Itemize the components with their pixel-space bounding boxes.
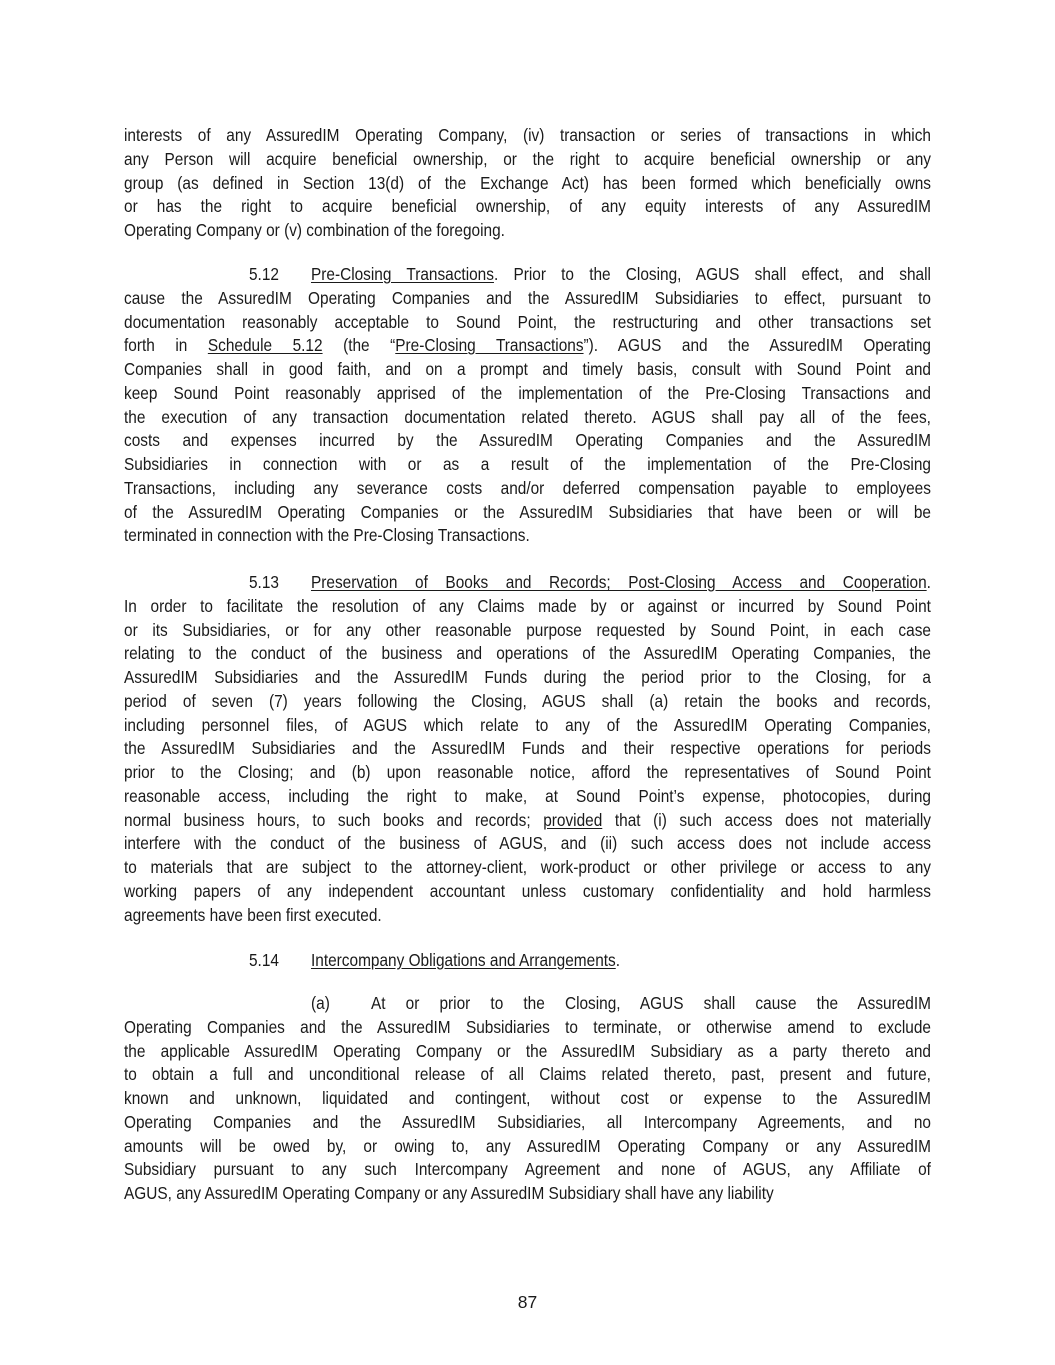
text-segment: interests of any AssuredIM Operating Company, (iv) transaction or series of transactions in which (124, 125, 931, 145)
underlined-term: Preservation of Books and Records; Post-Closing Access and Cooperation (310, 572, 927, 592)
text-line (124, 501, 931, 525)
text-segment: reasonable access, including the right to make, at Sound Point’s expense, photocopies, during (124, 785, 931, 806)
text-line-content (124, 666, 931, 690)
text-segment: or has the right to acquire beneficial ownership, of any equity interests of any AssuredIM (124, 196, 931, 217)
text-segment: to materials that are subject to the attorney-client, work-product or other privilege or access to any (124, 857, 931, 877)
text-line-content (124, 761, 931, 785)
text-line (124, 1040, 931, 1064)
text-line-content (124, 690, 931, 714)
text-line (124, 880, 931, 904)
underlined-term: Pre-Closing Transactions (395, 335, 584, 356)
text-segment: relating to the conduct of the business and operations of the AssuredIM Operating Companies, the (124, 643, 931, 664)
text-line-content (124, 992, 931, 1016)
text-segment: the applicable AssuredIM Operating Company or the AssuredIM Subsidiary as a party thereto and (124, 1040, 931, 1061)
section-5-14-a (124, 992, 931, 1206)
text-segment: working papers of any independent accountant unless customary confidentiality and hold harmless (124, 880, 931, 901)
text-line (124, 571, 931, 595)
text-line-content (124, 619, 931, 643)
text-segment: cause the AssuredIM Operating Companies and the AssuredIM Subsidiaries to effect, pursuant to (124, 287, 931, 308)
text-line-content (124, 714, 931, 738)
text-segment: Subsidiaries in connection with or as a result of the implementation of the Pre-Closing (124, 454, 931, 474)
text-line-content (124, 595, 931, 619)
text-line (124, 949, 931, 973)
text-segment: Operating Companies and the AssuredIM Subsidiaries, all Intercompany Agreements, and no (124, 1111, 931, 1132)
section-number: 5.12 (248, 264, 279, 284)
text-line (124, 832, 931, 856)
text-line-content (124, 382, 931, 406)
section-5-13-preservation-of-books (124, 571, 931, 927)
text-line-content (124, 172, 931, 196)
text-segment: that (i) such access does not materially (602, 809, 931, 830)
text-line-content (124, 1182, 931, 1206)
text-segment: terminated in connection with the Pre-Closing Transactions. (124, 525, 530, 546)
text-line (124, 809, 931, 833)
text-line (124, 334, 931, 358)
section-number: (a) (311, 993, 330, 1013)
text-line-content (124, 1135, 931, 1159)
text-line-content (124, 571, 931, 595)
text-line-content (124, 148, 931, 172)
text-line (124, 690, 931, 714)
text-segment: keep Sound Point reasonably apprised of the implementation of the Pre-Closing Transactions and (124, 382, 931, 403)
text-line (124, 1087, 931, 1111)
text-line-content (124, 1016, 931, 1040)
text-line (124, 619, 931, 643)
text-line (124, 406, 931, 430)
text-line (124, 287, 931, 311)
underlined-term: Pre-Closing Transactions (310, 264, 494, 284)
text-line (124, 429, 931, 453)
text-segment: documentation reasonably acceptable to Sound Point, the restructuring and other transactions set (124, 311, 931, 332)
section-5-14-intercompany-obligations (124, 949, 931, 973)
text-segment: group (as defined in Section 13(d) of the Exchange Act) has been formed which beneficially owns (124, 172, 931, 193)
text-line-content (124, 809, 931, 833)
text-segment: of the AssuredIM Operating Companies or the AssuredIM Subsidiaries that have been or will be (124, 501, 931, 522)
text-line (124, 595, 931, 619)
text-line-content (124, 1158, 931, 1182)
text-segment: Transactions, including any severance costs and/or deferred compensation payable to employees (124, 477, 931, 498)
text-segment: Operating Company or (v) combination of the foregoing. (124, 220, 505, 240)
paragraph-continuation (124, 124, 931, 243)
text-segment: Companies shall in good faith, and on a prompt and timely basis, consult with Sound Point and (124, 359, 931, 379)
text-line (124, 714, 931, 738)
text-line-content (124, 1111, 931, 1135)
text-line (124, 124, 931, 148)
text-segment: Subsidiary pursuant to any such Intercompany Agreement and none of AGUS, any Affiliate of (124, 1159, 931, 1180)
underlined-term: Schedule 5.12 (207, 335, 323, 356)
text-segment: to obtain a full and unconditional release of all Claims related thereto, past, present and future, (124, 1064, 931, 1085)
text-segment: the execution of any transaction documentation related thereto. AGUS shall pay all of the fees, (124, 406, 931, 427)
page-number: 87 (517, 1292, 538, 1312)
text-line (124, 1063, 931, 1087)
text-line (124, 195, 931, 219)
text-line-content (124, 501, 931, 525)
text-line (124, 358, 931, 382)
text-line (124, 992, 931, 1016)
text-line (124, 1111, 931, 1135)
text-line-content (124, 880, 931, 904)
text-line (124, 1016, 931, 1040)
text-line (124, 785, 931, 809)
text-segment: . (926, 572, 931, 592)
text-line-content (124, 358, 931, 382)
text-line (124, 642, 931, 666)
text-segment: costs and expenses incurred by the AssuredIM Operating Companies and the AssuredIM (124, 430, 931, 451)
text-line-content (124, 219, 931, 243)
underlined-term: Intercompany Obligations and Arrangements (310, 950, 616, 970)
text-line-content (124, 524, 931, 548)
text-line-content (124, 737, 931, 761)
text-segment: known and unknown, liquidated and contingent, without cost or expense to the AssuredIM (124, 1088, 931, 1108)
text-line (124, 311, 931, 335)
text-segment: amounts will be owed by, or owing to, any AssuredIM Operating Company or any AssuredIM (124, 1135, 931, 1156)
text-line-content (124, 124, 931, 148)
text-segment: or its Subsidiaries, or for any other reasonable purpose requested by Sound Point, in each case (124, 619, 931, 640)
section-5-12-pre-closing-transactions (124, 263, 931, 548)
text-line-content (124, 1063, 931, 1087)
text-segment: period of seven (7) years following the Closing, AGUS shall (a) retain the books and records, (124, 690, 931, 711)
text-line (124, 1158, 931, 1182)
text-line (124, 524, 931, 548)
text-line (124, 904, 931, 928)
text-line-content (124, 1040, 931, 1064)
text-line (124, 382, 931, 406)
section-number: 5.13 (248, 572, 279, 592)
text-line-content (124, 406, 931, 430)
text-line (124, 761, 931, 785)
text-segment: interfere with the conduct of the business of AGUS, and (ii) such access does not include access (124, 833, 931, 854)
underlined-term: provided (543, 809, 603, 830)
text-segment: normal business hours, to such books and records; (124, 809, 544, 830)
text-segment: At or prior to the Closing, AGUS shall cause the AssuredIM (370, 993, 931, 1013)
text-line-content (124, 856, 931, 880)
text-segment: ”). AGUS and the AssuredIM Operating (583, 335, 931, 356)
text-segment: . Prior to the Closing, AGUS shall effect, and shall (493, 264, 931, 284)
text-segment: the AssuredIM Subsidiaries and the AssuredIM Funds and their respective operations for periods (124, 738, 931, 759)
text-line-content (124, 429, 931, 453)
text-line (124, 219, 931, 243)
text-line (124, 666, 931, 690)
text-line (124, 263, 931, 287)
text-segment: any Person will acquire beneficial ownership, or the right to acquire beneficial ownership or any (124, 148, 931, 169)
text-segment: (the “ (322, 335, 396, 356)
text-segment: AGUS, any AssuredIM Operating Company or any AssuredIM Subsidiary shall have any liability (124, 1183, 774, 1203)
text-line-content (124, 832, 931, 856)
text-segment: In order to facilitate the resolution of any Claims made by or against or incurred by Sound Point (124, 595, 931, 616)
text-line-content (124, 1087, 931, 1111)
text-line-content (124, 195, 931, 219)
text-line-content (124, 334, 931, 358)
text-segment: prior to the Closing; and (b) upon reasonable notice, afford the representatives of Sound Point (124, 762, 931, 782)
text-line-content (124, 453, 931, 477)
text-line (124, 1135, 931, 1159)
text-segment: including personnel files, of AGUS which relate to any of the AssuredIM Operating Companies, (124, 714, 931, 735)
text-line-content (124, 477, 931, 501)
text-segment: . (615, 950, 621, 970)
text-line-content (124, 785, 931, 809)
text-line-content (124, 263, 931, 287)
text-line-content (124, 287, 931, 311)
text-line (124, 477, 931, 501)
text-segment: forth in (124, 335, 208, 356)
text-segment: agreements have been first executed. (124, 904, 382, 925)
text-line (124, 856, 931, 880)
text-line-content (124, 311, 931, 335)
text-line (124, 453, 931, 477)
text-segment: AssuredIM Subsidiaries and the AssuredIM Funds during the period prior to the Closing, for a (124, 667, 931, 687)
text-line (124, 1182, 931, 1206)
section-number: 5.14 (248, 950, 279, 970)
text-line (124, 172, 931, 196)
text-line (124, 737, 931, 761)
text-line-content (124, 904, 931, 928)
text-line-content (124, 949, 931, 973)
text-line-content (124, 642, 931, 666)
text-line (124, 148, 931, 172)
text-segment: Operating Companies and the AssuredIM Subsidiaries to terminate, or otherwise amend to exclude (124, 1016, 931, 1037)
